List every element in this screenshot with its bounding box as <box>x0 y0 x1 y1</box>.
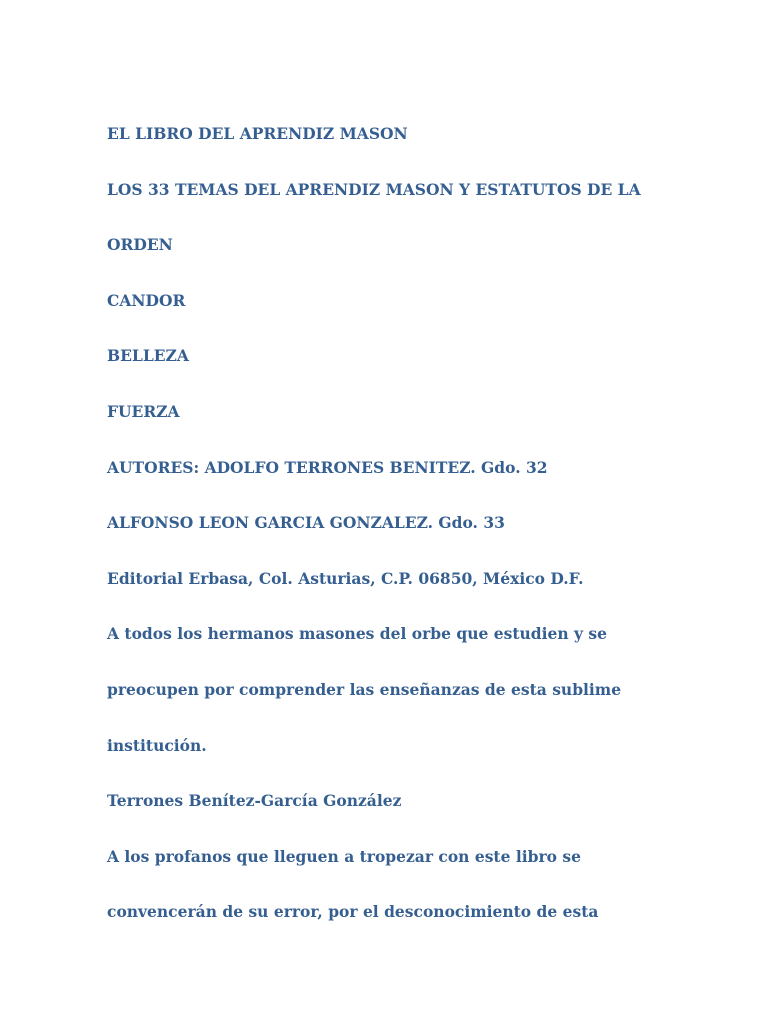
motto-candor: CANDOR <box>107 290 186 310</box>
motto-belleza: BELLEZA <box>107 346 189 366</box>
note-line-1: A los profanos que lleguen a tropezar con este libro se <box>107 846 581 866</box>
author-line-2: ALFONSO LEON GARCIA GONZALEZ. Gdo. 33 <box>107 513 505 533</box>
motto-fuerza: FUERZA <box>107 401 180 421</box>
publisher-line: Editorial Erbasa, Col. Asturias, C.P. 06850, México D.F. <box>107 568 584 588</box>
dedication-signature: Terrones Benítez-García González <box>107 791 402 811</box>
dedication-line-2: preocupen por comprender las enseñanzas de esta sublime <box>107 679 622 699</box>
subtitle-line-2: ORDEN <box>107 235 173 255</box>
subtitle-line-1: LOS 33 TEMAS DEL APRENDIZ MASON Y ESTATUTOS DE LA <box>107 179 641 199</box>
author-line-1: AUTORES: ADOLFO TERRONES BENITEZ. Gdo. 32 <box>107 457 548 477</box>
book-title: EL LIBRO DEL APRENDIZ MASON <box>107 124 408 143</box>
dedication-line-3: institución. <box>107 735 207 755</box>
document-body <box>107 122 707 956</box>
dedication-line-1: A todos los hermanos masones del orbe que estudien y se <box>107 624 608 644</box>
note-line-2: convencerán de su error, por el desconocimiento de esta <box>107 902 599 922</box>
